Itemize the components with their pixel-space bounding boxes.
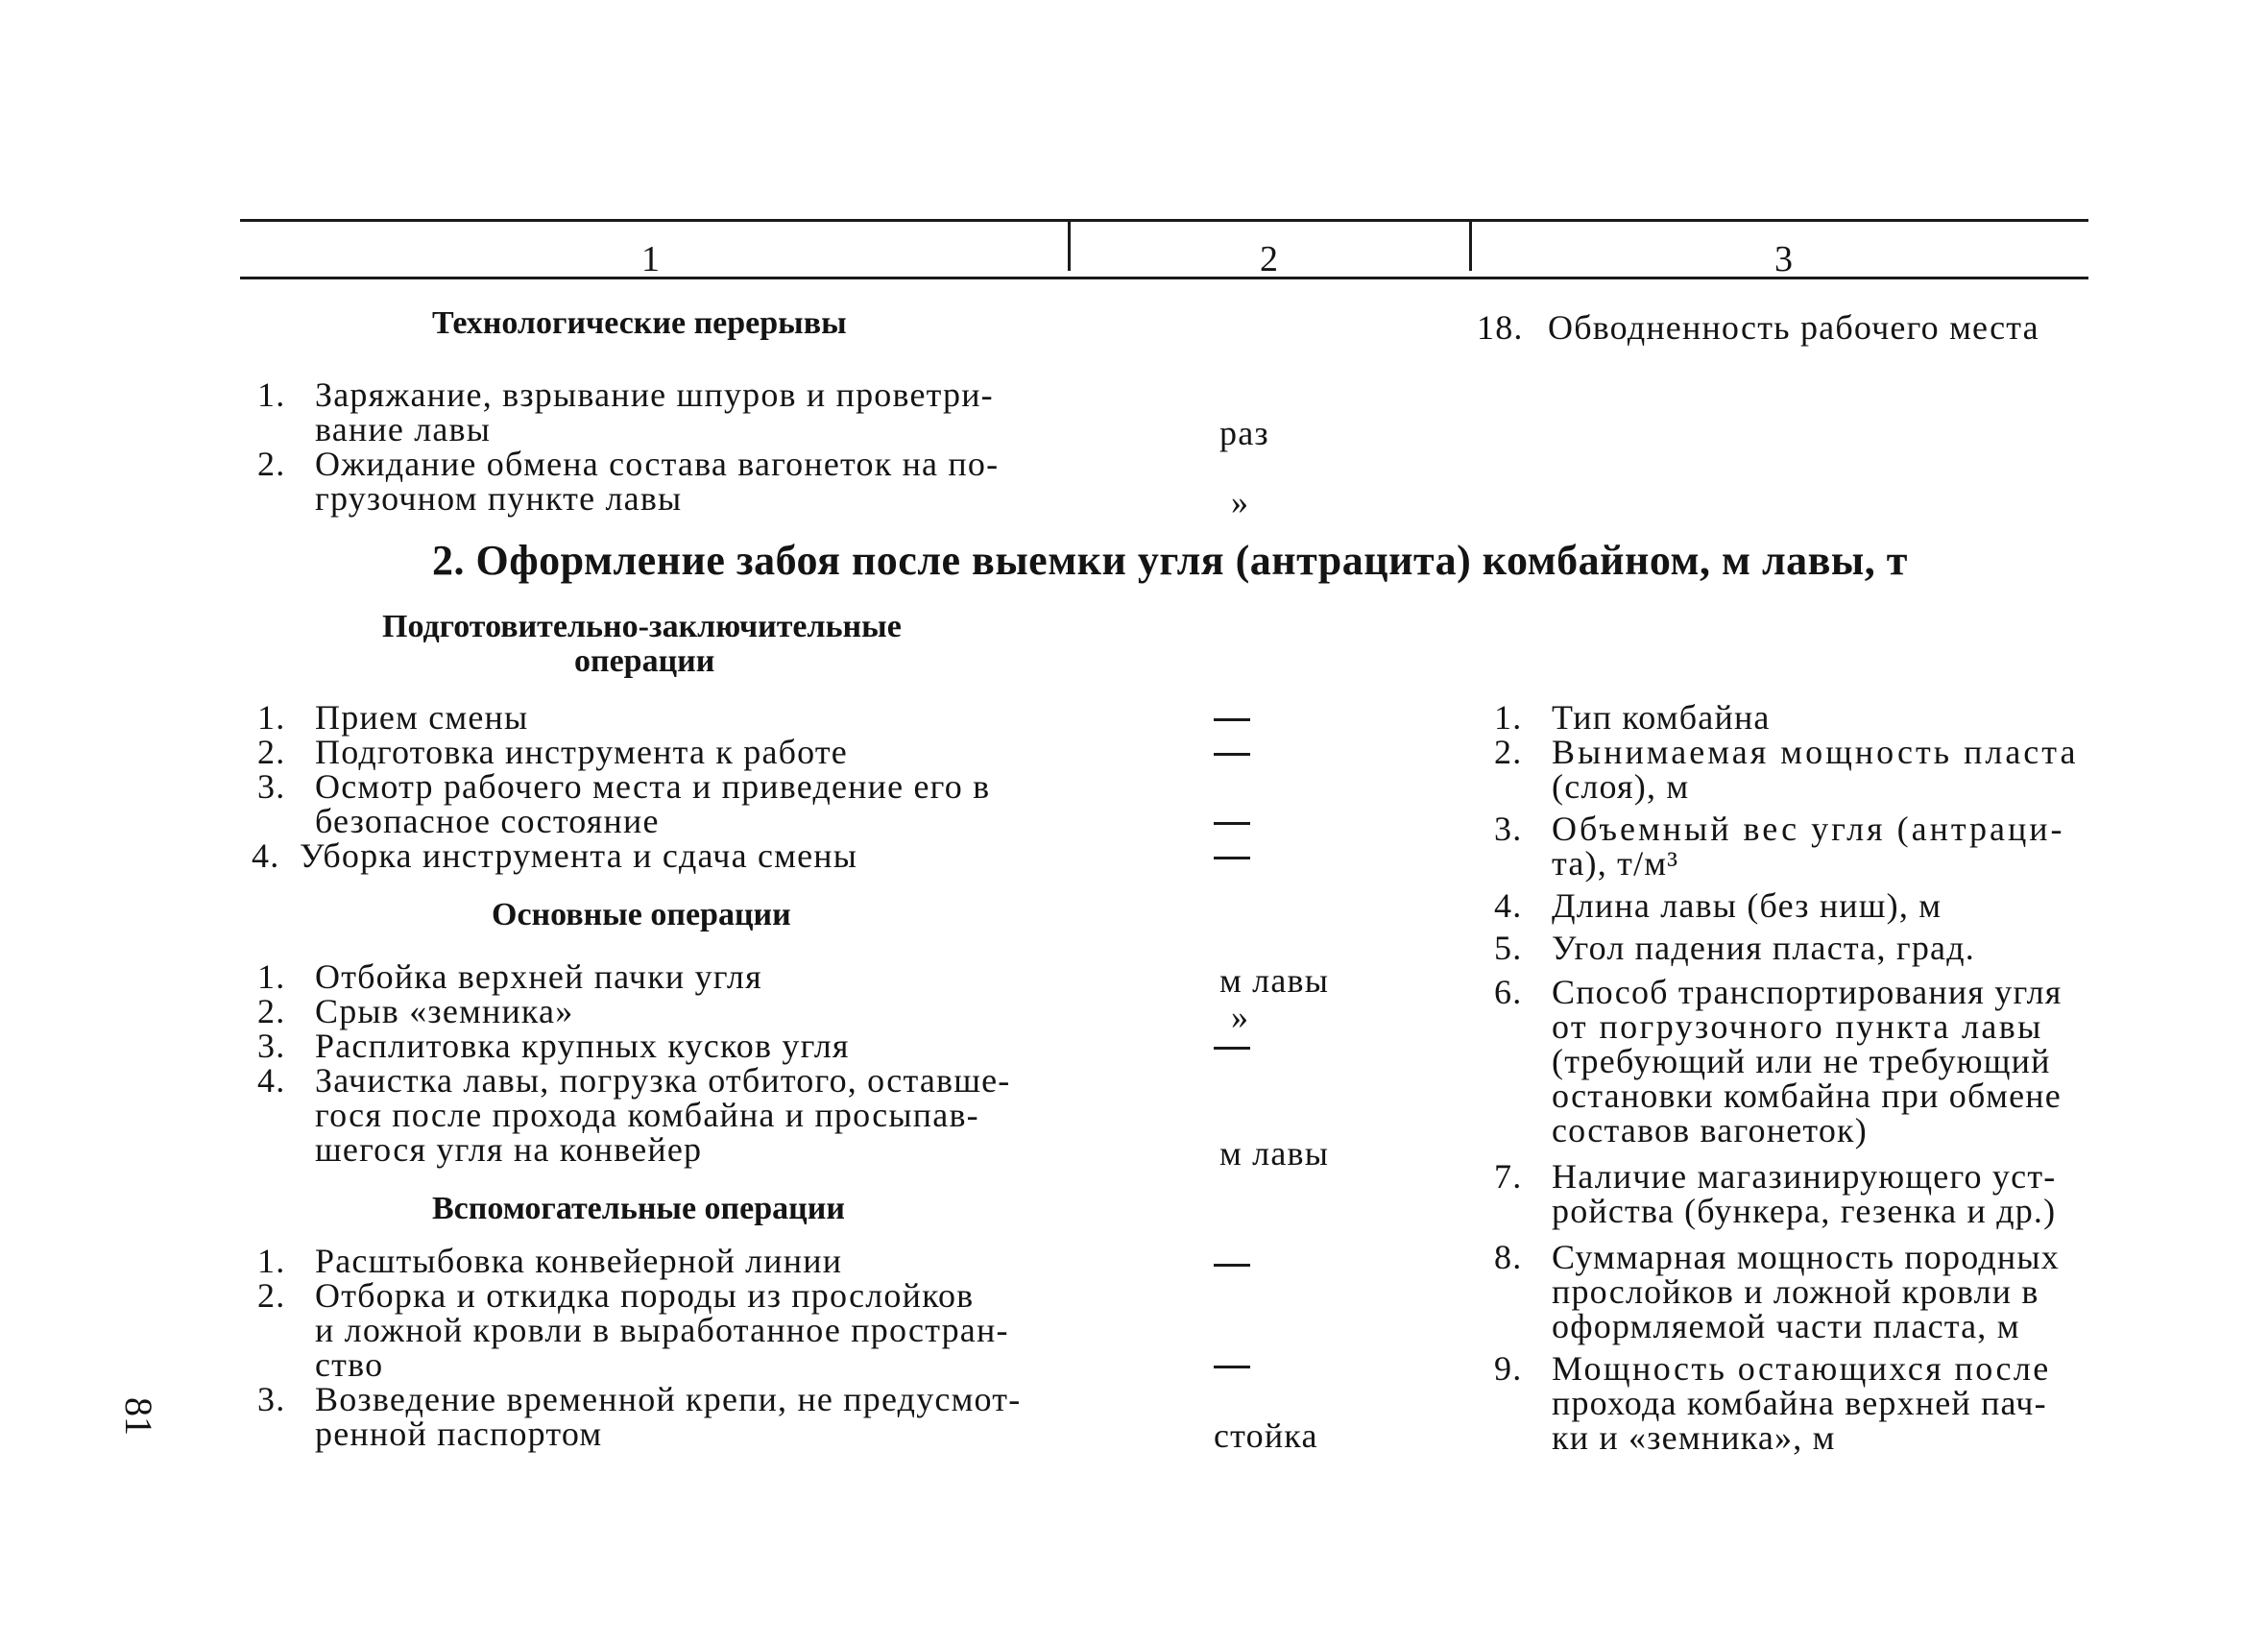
main-item-3-num: 3. — [257, 1027, 286, 1065]
tech-item-1-unit: раз — [1219, 414, 1269, 452]
factor-8-line2: прослойков и ложной кровли в — [1552, 1272, 2039, 1311]
tech-item-2-num: 2. — [257, 445, 286, 483]
column-header-3: 3 — [1774, 239, 1793, 279]
aux-item-2-line1: Отборка и откидка породы из прослойков — [315, 1276, 975, 1315]
factor-8-num: 8. — [1494, 1238, 1523, 1276]
factor-7-num: 7. — [1494, 1157, 1523, 1196]
section-heading-tech-breaks: Технологические перерывы — [432, 305, 847, 341]
factor-5-num: 5. — [1494, 929, 1523, 967]
prep-item-2-text: Подготовка инструмента к работе — [315, 733, 848, 771]
main-item-2-unit: » — [1231, 998, 1250, 1036]
factor-1-num: 1. — [1494, 698, 1523, 737]
factor-1-line1: Тип комбайна — [1552, 698, 1771, 737]
aux-item-1-dash — [1214, 1264, 1250, 1267]
factor-7-line1: Наличие магазинирующего уст- — [1552, 1157, 2057, 1196]
aux-item-3-unit: стойка — [1214, 1416, 1318, 1455]
prep-item-4-text: Уборка инструмента и сдача смены — [300, 836, 858, 875]
heading-aux-ops: Вспомогательные операции — [432, 1191, 845, 1226]
factor-3-line1: Объемный вес угля (антраци- — [1552, 810, 2065, 848]
prep-item-3-num: 3. — [257, 767, 286, 806]
aux-item-3-line1: Возведение временной крепи, не предусмот- — [315, 1380, 1022, 1418]
factor-4-num: 4. — [1494, 886, 1523, 925]
aux-item-3-line2: ренной паспортом — [315, 1415, 603, 1453]
tech-item-1-line2: вание лавы — [315, 410, 492, 448]
factor-9-num: 9. — [1494, 1349, 1523, 1388]
column-header-2: 2 — [1260, 239, 1278, 279]
main-item-3-text: Расплитовка крупных кусков угля — [315, 1027, 850, 1065]
main-item-4-line3: шегося угля на конвейер — [315, 1130, 703, 1169]
header-top-rule — [240, 219, 2088, 222]
prep-item-2-num: 2. — [257, 733, 286, 771]
aux-item-2-line2: и ложной кровли в выработанное простран- — [315, 1311, 1009, 1349]
heading-main-ops: Основные операции — [492, 897, 791, 932]
main-item-1-num: 1. — [257, 957, 286, 996]
factor-8-line3: оформляемой части пласта, м — [1552, 1307, 2020, 1345]
section-title-face-dressing: 2. Оформление забоя после выемки угля (антрацита) комбайном, м лавы, т — [432, 537, 1908, 584]
aux-item-1-text: Расштыбовка конвейерной линии — [315, 1242, 843, 1280]
prep-item-4-num: 4. — [252, 836, 280, 875]
header-bottom-rule — [240, 277, 2088, 279]
factor-8-line1: Суммарная мощность породных — [1552, 1238, 2060, 1276]
main-item-3-dash — [1214, 1047, 1250, 1050]
main-item-1-unit: м лавы — [1219, 961, 1330, 1000]
tech-item-2-line2: грузочном пункте лавы — [315, 479, 683, 518]
main-item-2-text: Срыв «земника» — [315, 992, 574, 1030]
heading-prep-line1: Подготовительно-заключительные — [382, 609, 902, 644]
factor-3-line2: та), т/м³ — [1552, 844, 1679, 883]
column-header-1: 1 — [641, 239, 660, 279]
factor-7-line2: ройства (бункера, гезенка и др.) — [1552, 1192, 2057, 1230]
header-divider-1 — [1068, 221, 1071, 271]
prep-item-2-dash — [1214, 753, 1250, 756]
aux-item-2-dash — [1214, 1366, 1250, 1368]
factor-5-line1: Угол падения пласта, град. — [1552, 929, 1975, 967]
main-item-4-unit: м лавы — [1219, 1134, 1330, 1173]
factor-3-num: 3. — [1494, 810, 1523, 848]
main-item-4-num: 4. — [257, 1061, 286, 1100]
factor-2-num: 2. — [1494, 733, 1523, 771]
factor-2-line1: Вынимаемая мощность пласта — [1552, 733, 2079, 771]
main-item-4-line2: гося после прохода комбайна и просыпав- — [315, 1096, 979, 1134]
factor-6-line1: Способ транспортирования угля — [1552, 973, 2063, 1011]
main-item-1-text: Отбойка верхней пачки угля — [315, 957, 762, 996]
aux-item-3-num: 3. — [257, 1380, 286, 1418]
tech-item-2-unit: » — [1231, 483, 1250, 521]
aux-item-2-line3: ство — [315, 1345, 384, 1384]
prep-item-3-dash — [1214, 822, 1250, 825]
tech-item-1-num: 1. — [257, 375, 286, 414]
header-divider-2 — [1469, 221, 1472, 271]
tech-item-1-line1: Заряжание, взрывание шпуров и проветри- — [315, 375, 994, 414]
tech-item-2-line1: Ожидание обмена состава вагонеток на по- — [315, 445, 1000, 483]
factor-2-line2: (слоя), м — [1552, 767, 1690, 806]
prep-item-3-line1: Осмотр рабочего места и приведение его в — [315, 767, 991, 806]
prep-item-3-line2: безопасное состояние — [315, 802, 660, 840]
factor-9-line3: ки и «земника», м — [1552, 1418, 1836, 1457]
main-item-2-num: 2. — [257, 992, 286, 1030]
heading-prep-line2: операции — [574, 643, 715, 679]
aux-item-1-num: 1. — [257, 1242, 286, 1280]
factor-4-line1: Длина лавы (без ниш), м — [1552, 886, 1942, 925]
prep-item-1-dash — [1214, 718, 1250, 721]
factor-9-line1: Мощность остающихся после — [1552, 1349, 2051, 1388]
prep-item-1-text: Прием смены — [315, 698, 529, 737]
factor-6-line5: составов вагонеток) — [1552, 1111, 1868, 1149]
factor-18-num: 18. — [1477, 308, 1524, 347]
factor-6-num: 6. — [1494, 973, 1523, 1011]
main-item-4-line1: Зачистка лавы, погрузка отбитого, оставше- — [315, 1061, 1011, 1100]
page-number: 81 — [117, 1397, 160, 1436]
factor-6-line2: от погрузочного пункта лавы — [1552, 1007, 2043, 1046]
factor-9-line2: прохода комбайна верхней пач- — [1552, 1384, 2047, 1422]
prep-item-4-dash — [1214, 857, 1250, 859]
aux-item-2-num: 2. — [257, 1276, 286, 1315]
factor-18-text: Обводненность рабочего места — [1548, 308, 2039, 347]
prep-item-1-num: 1. — [257, 698, 286, 737]
factor-6-line4: остановки комбайна при обмене — [1552, 1077, 2062, 1115]
factor-6-line3: (требующий или не требующий — [1552, 1042, 2051, 1080]
